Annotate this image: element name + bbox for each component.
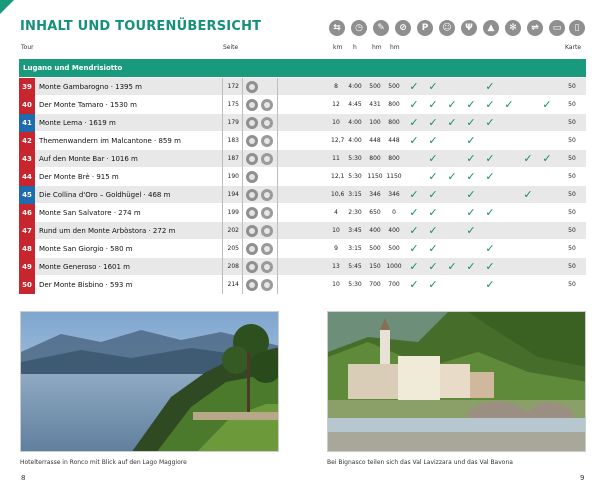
kids-icon [261,189,273,201]
tour-hm-up: 150 [369,263,381,270]
tour-number: 48 [19,240,35,258]
tour-hours: 3:15 [348,245,362,252]
table-row [19,186,586,204]
tour-page: 194 [227,191,239,198]
kids-icon [261,153,273,165]
page-title: INHALT UND TOURENÜBERSICHT [20,19,262,34]
tour-hm-down: 800 [388,155,400,162]
tour-name: Der Monte Tamaro · 1530 m [39,101,137,109]
bus-icon: ⇆ [329,20,345,36]
parking-icon: P [417,20,433,36]
tour-hm-up: 431 [369,101,381,108]
tour-km: 9 [334,245,338,252]
check-mark: ✓ [466,188,476,201]
table-row [19,240,586,258]
tour-number: 41 [19,114,35,132]
check-mark: ✓ [428,206,438,219]
hiking-icon: ✎ [373,20,389,36]
tour-page: 190 [227,173,239,180]
family-icon: ☺ [439,20,455,36]
tour-number: 43 [19,150,35,168]
tour-hm-up: 400 [369,227,381,234]
difficulty-icon [246,81,258,93]
column-divider [277,258,278,276]
tour-rows [19,78,586,294]
difficulty-icon [246,225,258,237]
tour-number: 46 [19,204,35,222]
column-divider [242,168,243,186]
check-mark: ✓ [542,152,552,165]
clock-icon: ◷ [351,20,367,36]
kids-icon [261,99,273,111]
tour-hm-up: 100 [369,119,381,126]
kids-icon [261,225,273,237]
check-mark: ✓ [409,134,419,147]
tour-hours: 4:45 [348,101,362,108]
tour-hours: 5:45 [348,263,362,270]
tour-name: Auf den Monte Bar · 1016 m [39,155,138,163]
check-mark: ✓ [409,98,419,111]
tour-hours: 3:45 [348,227,362,234]
column-divider [277,114,278,132]
tour-table [19,59,586,294]
snowflake-icon: ✻ [505,20,521,36]
check-mark: ✓ [428,116,438,129]
tour-number: 47 [19,222,35,240]
tour-page: 179 [227,119,239,126]
tour-hm-down: 400 [388,227,400,234]
difficulty-icon [246,279,258,291]
column-divider [277,150,278,168]
tour-hm-down: 700 [388,281,400,288]
check-mark: ✓ [485,206,495,219]
tour-hm-down: 448 [388,137,400,144]
table-row [19,78,586,96]
tour-hours: 5:30 [348,173,362,180]
tour-number: 44 [19,168,35,186]
check-mark: ✓ [428,98,438,111]
bus-stop-icon: ▭ [549,20,565,36]
kids-icon [261,279,273,291]
caption-right: Bei Bignasco teilen sich das Val Lavizzara und das Val Bavona [327,459,513,466]
tour-name: Die Collina d'Oro – Goldhügel · 468 m [39,191,171,199]
check-mark: ✓ [409,278,419,291]
tour-map: 50 [568,191,576,198]
tour-map: 50 [568,263,576,270]
table-row [19,276,586,294]
tour-map: 50 [568,137,576,144]
tour-km: 10 [332,119,340,126]
check-mark: ✓ [428,80,438,93]
check-mark: ✓ [409,188,419,201]
column-divider [242,204,243,222]
column-divider [277,204,278,222]
tour-km: 10,6 [331,191,345,198]
check-mark: ✓ [485,152,495,165]
tour-hm-down: 800 [388,101,400,108]
restaurant-icon: Ψ [461,20,477,36]
check-mark: ✓ [409,260,419,273]
col-header-seite: Seite [223,44,239,51]
col-header-hm-down: hm [390,44,400,51]
col-header-hours: h [353,44,357,51]
tour-map: 50 [568,101,576,108]
book-icon: ▯ [569,20,585,36]
check-mark: ✓ [428,242,438,255]
column-divider [242,222,243,240]
tour-km: 13 [332,263,340,270]
tour-map: 50 [568,173,576,180]
check-mark: ✓ [485,242,495,255]
column-divider [277,240,278,258]
tour-page: 175 [227,101,239,108]
check-mark: ✓ [409,116,419,129]
tour-number: 40 [19,96,35,114]
kids-icon [261,261,273,273]
kids-icon [261,117,273,129]
cable-car-icon: ⇌ [527,20,543,36]
check-mark: ✓ [428,170,438,183]
tour-km: 4 [334,209,338,216]
check-mark: ✓ [428,134,438,147]
tour-hm-down: 0 [392,209,396,216]
table-row [19,150,586,168]
difficulty-icon [246,189,258,201]
column-divider [242,258,243,276]
tour-page: 172 [227,83,239,90]
kids-icon [261,207,273,219]
tour-map: 50 [568,209,576,216]
column-divider [242,132,243,150]
tour-name: Monte Lema · 1619 m [39,119,116,127]
column-divider [242,78,243,96]
tour-name: Monte Generoso · 1601 m [39,263,130,271]
column-divider [242,276,243,294]
check-mark: ✓ [447,98,457,111]
table-row [19,222,586,240]
check-mark: ✓ [485,170,495,183]
tour-map: 50 [568,155,576,162]
section-header: Lugano und Mendrisiotto [19,59,586,77]
column-divider [277,132,278,150]
check-mark: ✓ [466,206,476,219]
tour-name: Der Monte Bisbino · 593 m [39,281,133,289]
check-mark: ✓ [447,260,457,273]
tour-page: 183 [227,137,239,144]
check-mark: ✓ [485,260,495,273]
check-mark: ✓ [466,170,476,183]
tour-hm-down: 1000 [386,263,402,270]
column-divider [277,168,278,186]
corner-marker [0,0,14,14]
no-sign-icon: ⊘ [395,20,411,36]
tour-number: 50 [19,276,35,294]
check-mark: ✓ [447,170,457,183]
difficulty-icon [246,243,258,255]
check-mark: ✓ [485,98,495,111]
tour-number: 42 [19,132,35,150]
tour-page: 199 [227,209,239,216]
table-row [19,114,586,132]
tour-hours: 2:30 [348,209,362,216]
tour-page: 208 [227,263,239,270]
check-mark: ✓ [409,242,419,255]
page-number-right: 9 [580,474,585,482]
check-mark: ✓ [428,152,438,165]
tour-hm-down: 800 [388,119,400,126]
difficulty-icon [246,135,258,147]
tour-map: 50 [568,245,576,252]
tour-hm-up: 500 [369,83,381,90]
check-mark: ✓ [428,278,438,291]
col-header-hm-up: hm [372,44,382,51]
difficulty-icon [246,261,258,273]
tour-name: Rund um den Monte Arbòstora · 272 m [39,227,176,235]
tour-page: 187 [227,155,239,162]
photo-bignasco [327,311,586,452]
tour-page: 214 [227,281,239,288]
tour-page: 202 [227,227,239,234]
tour-hm-up: 346 [369,191,381,198]
tour-hours: 4:00 [348,83,362,90]
difficulty-icon [246,153,258,165]
column-divider [242,96,243,114]
tour-hours: 5:30 [348,155,362,162]
tour-name: Monte Gambarogno · 1395 m [39,83,143,91]
tour-map: 50 [568,119,576,126]
tour-number: 45 [19,186,35,204]
tour-km: 12,7 [331,137,345,144]
column-divider [242,240,243,258]
check-mark: ✓ [466,134,476,147]
kids-icon [261,135,273,147]
tour-km: 10 [332,227,340,234]
tour-hm-up: 700 [369,281,381,288]
tour-km: 8 [334,83,338,90]
check-mark: ✓ [428,224,438,237]
check-mark: ✓ [485,278,495,291]
column-divider [277,96,278,114]
check-mark: ✓ [466,260,476,273]
check-mark: ✓ [523,188,533,201]
caption-left: Hotelterrasse in Ronco mit Blick auf den Lago Maggiore [20,459,187,466]
tour-hours: 4:00 [348,137,362,144]
tour-hours: 5:30 [348,281,362,288]
photo-lago-maggiore [20,311,279,452]
check-mark: ✓ [466,224,476,237]
check-mark: ✓ [447,116,457,129]
column-divider [242,186,243,204]
table-row [19,132,586,150]
tour-km: 11 [332,155,340,162]
check-mark: ✓ [409,224,419,237]
column-divider [242,114,243,132]
tour-hm-down: 346 [388,191,400,198]
tour-hm-up: 500 [369,245,381,252]
tour-hm-up: 448 [369,137,381,144]
tour-hm-down: 500 [388,245,400,252]
difficulty-icon [246,99,258,111]
tour-km: 12,1 [331,173,345,180]
table-row [19,258,586,276]
column-divider [277,186,278,204]
check-mark: ✓ [466,152,476,165]
check-mark: ✓ [485,116,495,129]
tour-name: Monte San Salvatore · 274 m [39,209,141,217]
tour-km: 10 [332,281,340,288]
tour-map: 50 [568,83,576,90]
mountain-icon: ▲ [483,20,499,36]
header-icon-row [329,20,585,38]
check-mark: ✓ [466,116,476,129]
column-divider [277,276,278,294]
table-row [19,168,586,186]
difficulty-icon [246,117,258,129]
difficulty-icon [246,207,258,219]
check-mark: ✓ [485,80,495,93]
column-divider [277,222,278,240]
table-row [19,96,586,114]
tour-hm-down: 1150 [386,173,402,180]
tour-page: 205 [227,245,239,252]
tour-number: 39 [19,78,35,96]
check-mark: ✓ [504,98,514,111]
tour-hours: 4:00 [348,119,362,126]
check-mark: ✓ [428,188,438,201]
tour-km: 12 [332,101,340,108]
check-mark: ✓ [409,206,419,219]
col-header-karte: Karte [565,44,582,51]
check-mark: ✓ [409,80,419,93]
check-mark: ✓ [523,152,533,165]
tour-hm-up: 650 [369,209,381,216]
check-mark: ✓ [428,260,438,273]
tour-name: Monte San Giorgio · 580 m [39,245,133,253]
col-header-tour: Tour [21,44,34,51]
tour-map: 50 [568,227,576,234]
difficulty-icon [246,171,258,183]
table-row [19,204,586,222]
col-header-km: km [333,44,343,51]
kids-icon [261,243,273,255]
tour-name: Der Monte Brè · 915 m [39,173,119,181]
tour-map: 50 [568,281,576,288]
check-mark: ✓ [466,98,476,111]
page-number-left: 8 [21,474,26,482]
check-mark: ✓ [542,98,552,111]
column-divider [242,150,243,168]
tour-name: Themenwandern im Malcantone · 859 m [39,137,181,145]
tour-hours: 3:15 [348,191,362,198]
column-divider [277,78,278,96]
tour-hm-down: 500 [388,83,400,90]
tour-hm-up: 800 [369,155,381,162]
tour-hm-up: 1150 [367,173,383,180]
tour-number: 49 [19,258,35,276]
